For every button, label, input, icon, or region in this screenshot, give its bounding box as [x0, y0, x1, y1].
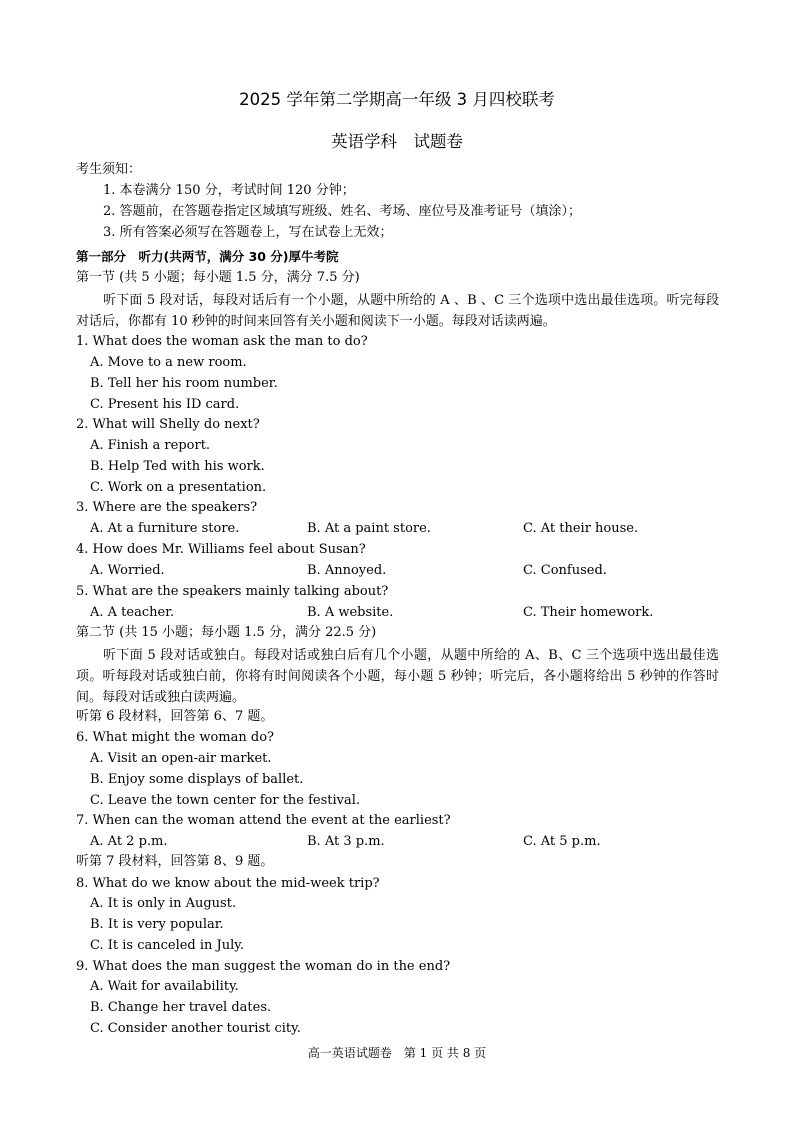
- question-stem: 6. What might the woman do?: [76, 730, 274, 745]
- option: B. Help Ted with his work.: [90, 459, 265, 474]
- page-footer: 高一英语试题卷 第 1 页 共 8 页: [307, 1046, 487, 1060]
- option: A. Finish a report.: [90, 438, 211, 453]
- option: C. Consider another tourist city.: [90, 1021, 301, 1036]
- section1-instructions: 听下面 5 段对话，每段对话后有一个小题，从题中所给的 A 、B 、C 三个选项中选出最佳选项。听完每段对话后，你都有 10 秒钟的时间来回答有关小题和阅读下一小题。每段对话读两遍。: [76, 293, 719, 329]
- option: A. Wait for availability.: [90, 979, 239, 994]
- option: C. It is canceled in July.: [90, 938, 245, 953]
- question-stem: 8. What do we know about the mid-week trip?: [76, 876, 380, 891]
- option: A. Visit an open-air market.: [90, 751, 272, 766]
- option: A. At a furniture store.: [90, 521, 240, 536]
- option: A. A teacher.: [90, 605, 175, 620]
- option: B. Change her travel dates.: [90, 1000, 272, 1015]
- option: C. Present his ID card.: [90, 397, 240, 412]
- question-stem: 9. What does the man suggest the woman do in the end?: [76, 959, 451, 974]
- material-note: 听第 6 段材料，回答第 6、7 题。: [76, 709, 274, 724]
- option: A. At 2 p.m.: [90, 834, 168, 849]
- option: C. At 5 p.m.: [523, 834, 601, 849]
- question-stem: 1. What does the woman ask the man to do?: [76, 334, 368, 349]
- notice-heading: 考生须知：: [76, 162, 142, 177]
- section1-heading: 第一节 (共 5 小题；每小题 1.5 分，满分 7.5 分): [76, 270, 360, 285]
- exam-title: 2025 学年第二学期高一年级 3 月四校联考: [239, 90, 555, 109]
- question-stem: 2. What will Shelly do next?: [76, 417, 260, 432]
- option: B. A website.: [307, 605, 394, 620]
- question-stem: 7. When can the woman attend the event at the earliest?: [76, 813, 451, 828]
- option: B. It is very popular.: [90, 917, 224, 932]
- section2-heading: 第二节 (共 15 小题；每小题 1.5 分，满分 22.5 分): [76, 625, 377, 640]
- question-stem: 4. How does Mr. Williams feel about Susan?: [76, 542, 366, 557]
- option: C. Work on a presentation.: [90, 480, 267, 495]
- notice-item: 2. 答题前，在答题卷指定区域填写班级、姓名、考场、座位号及准考证号（填涂）；: [103, 204, 582, 219]
- notice-item: 3. 所有答案必须写在答题卷上，写在试卷上无效；: [103, 225, 393, 240]
- option: A. Move to a new room.: [90, 355, 247, 370]
- option: C. Confused.: [523, 563, 607, 578]
- notice-item: 1. 本卷满分 150 分，考试时间 120 分钟；: [103, 183, 355, 198]
- option: A. Worried.: [90, 563, 165, 578]
- exam-subtitle: 英语学科 试题卷: [331, 132, 463, 151]
- option: B. At a paint store.: [307, 521, 431, 536]
- part1-heading: 第一部分 听力(共两节，满分 30 分)厚牛考院: [76, 249, 339, 264]
- option: C. At their house.: [523, 521, 639, 536]
- option: A. It is only in August.: [90, 896, 237, 911]
- option: B. At 3 p.m.: [307, 834, 385, 849]
- option: B. Enjoy some displays of ballet.: [90, 772, 304, 787]
- option: B. Tell her his room number.: [90, 376, 278, 391]
- material-note: 听第 7 段材料，回答第 8、9 题。: [76, 854, 274, 869]
- option: C. Leave the town center for the festival.: [90, 793, 361, 808]
- section2-instructions: 听下面 5 段对话或独白。每段对话或独白后有几个小题，从题中所给的 A、B、C 三个选项中选出最佳选项。听每段对话或独白前，你将有时间阅读各个小题，每小题 5 秒钟；听完后，各小题将给出 5 秒钟的作答时间。每段对话或独白读两遍。: [76, 648, 719, 705]
- question-stem: 5. What are the speakers mainly talking about?: [76, 584, 389, 599]
- option: B. Annoyed.: [307, 563, 387, 578]
- option: C. Their homework.: [523, 605, 654, 620]
- question-stem: 3. Where are the speakers?: [76, 500, 258, 515]
